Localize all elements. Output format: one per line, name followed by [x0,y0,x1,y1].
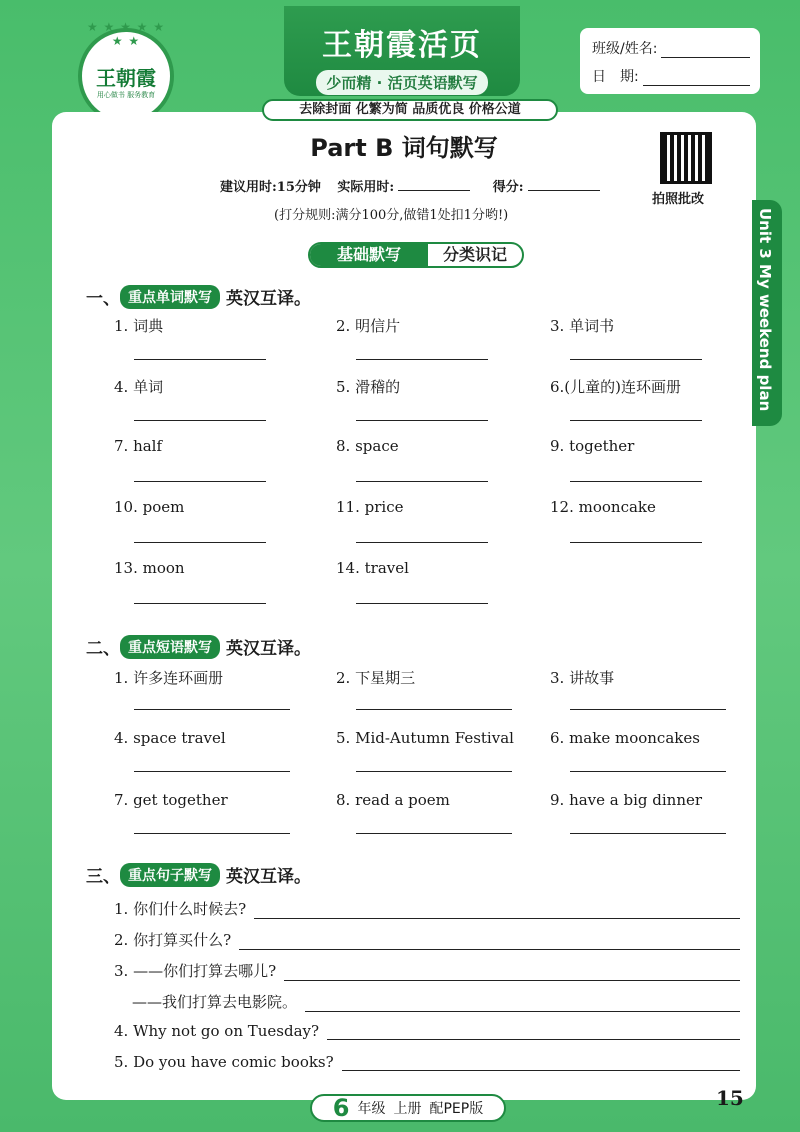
qr-label: 拍照批改 [652,192,705,207]
answer-line[interactable] [356,709,512,710]
grade-number: 6 [332,1094,350,1122]
word-item: 10. poem [114,498,185,516]
brand-banner [284,6,520,96]
unit-side-tab [752,200,782,426]
sentence-answer-line[interactable] [239,935,740,950]
phrase-item: 6. make mooncakes [550,729,700,747]
class-name-field[interactable] [661,57,750,58]
brand-subtitle: 少而精 · 活页英语默写 [316,70,487,95]
phrase-item: 7. get together [114,791,228,809]
slogan-bar: 去除封面 化繁为简 品质优良 价格公道 [262,99,558,121]
word-item: 12. mooncake [550,498,656,516]
answer-line[interactable] [356,420,488,421]
grade-text: 年级 [357,1101,386,1117]
answer-line[interactable] [134,542,266,543]
page-title: Part B 词句默写 [310,134,498,162]
sentence-item [114,1022,740,1040]
answer-line[interactable] [570,420,702,421]
class-name-row [592,38,750,58]
grade-footer [310,1094,506,1122]
section-number: 三、 [86,867,120,887]
section-number: 一、 [86,289,120,309]
answer-line[interactable] [570,833,726,834]
answer-line[interactable] [570,542,702,543]
answer-line[interactable] [134,481,266,482]
word-item: 8. space [336,437,399,455]
section-tag: 重点句子默写 [120,863,220,887]
sentence-item [114,929,740,950]
word-item: 11. price [336,498,404,516]
answer-line[interactable] [356,771,512,772]
brand-logo [78,20,174,124]
word-item: 4. 单词 [114,378,164,396]
answer-line[interactable] [570,359,702,360]
word-item: 7. half [114,437,163,455]
sentence-item [132,991,740,1012]
section-pill-right: 分类识记 [442,245,507,264]
answer-line[interactable] [134,833,290,834]
word-item: 2. 明信片 [336,317,401,335]
word-item: 13. moon [114,559,185,577]
edition-text: 配PEP版 [429,1101,484,1117]
section-pill-left: 基础默写 [310,244,428,266]
answer-line[interactable] [134,420,266,421]
scoring-rule: (打分规则:满分100分,做错1处扣1分哟!) [274,208,509,223]
student-info-box [580,28,760,94]
worksheet-sheet [52,112,756,1100]
sentence-text: ——我们打算去电影院。 [132,993,298,1011]
section-3-heading [86,862,311,887]
phrase-item: 9. have a big dinner [550,791,703,809]
section-instruction: 英汉互译。 [226,867,311,887]
score-field[interactable] [528,190,600,191]
date-row [592,66,750,86]
logo-stars-icon: ★ ★ ★ ★ ★ ★ ★ [86,20,166,48]
word-item: 14. travel [336,559,409,577]
word-item: 5. 滑稽的 [336,378,401,396]
qr-code-icon[interactable] [660,132,712,184]
suggest-time: 建议用时:15分钟 [220,180,321,195]
phrase-item: 2. 下星期三 [336,669,416,687]
logo-text: 王朝霞 [96,66,156,90]
score-label: 得分: [492,180,524,195]
answer-line[interactable] [570,481,702,482]
phrase-item: 5. Mid-Autumn Festival [336,729,514,747]
logo-subtext: 用心做书 服务教育 [96,91,156,99]
answer-line[interactable] [570,709,726,710]
sentence-text: 3. ——你们打算去哪儿? [114,962,277,980]
sentence-text: 1. 你们什么时候去? [114,900,247,918]
answer-line[interactable] [134,603,266,604]
date-label: 日 期: [592,69,639,85]
sentence-answer-line[interactable] [342,1056,740,1071]
actual-time-field[interactable] [398,190,470,191]
phrase-item: 3. 讲故事 [550,669,615,687]
sentence-text: 5. Do you have comic books? [114,1053,334,1071]
section-pill [308,242,524,268]
sentence-answer-line[interactable] [254,904,740,919]
unit-side-tab-label: Unit 3 My weekend plan [756,208,774,412]
sentence-item [114,960,740,981]
section-2-heading [86,634,311,659]
answer-line[interactable] [356,603,488,604]
brand-title: 王朝霞活页 [322,28,482,63]
page-number: 15 [716,1086,744,1110]
section-instruction: 英汉互译。 [226,639,311,659]
sentence-answer-line[interactable] [327,1025,740,1040]
answer-line[interactable] [134,771,290,772]
answer-line[interactable] [356,542,488,543]
section-tag: 重点短语默写 [120,635,220,659]
sentence-text: 2. 你打算买什么? [114,931,232,949]
word-item: 1. 词典 [114,317,164,335]
sentence-item [114,1053,740,1071]
answer-line[interactable] [134,709,290,710]
phrase-item: 4. space travel [114,729,226,747]
word-item: 3. 单词书 [550,317,615,335]
section-1-heading [86,284,311,309]
phrase-item: 8. read a poem [336,791,450,809]
answer-line[interactable] [356,481,488,482]
section-number: 二、 [86,639,120,659]
answer-line[interactable] [356,833,512,834]
answer-line[interactable] [356,359,488,360]
section-tag: 重点单词默写 [120,285,220,309]
phrase-item: 1. 许多连环画册 [114,669,224,687]
sentence-answer-line[interactable] [284,966,740,981]
volume-text: 上册 [393,1101,422,1117]
word-item: 6.(儿童的)连环画册 [550,378,682,396]
section-instruction: 英汉互译。 [226,289,311,309]
time-score-row [220,176,618,195]
sentence-text: 4. Why not go on Tuesday? [114,1022,320,1040]
sentence-answer-line[interactable] [305,997,740,1012]
class-name-label: 班级/姓名: [592,41,658,57]
answer-line[interactable] [570,771,726,772]
sentence-item [114,898,740,919]
actual-time-label: 实际用时: [337,180,395,195]
word-item: 9. together [550,437,635,455]
answer-line[interactable] [134,359,266,360]
date-field[interactable] [643,85,750,86]
